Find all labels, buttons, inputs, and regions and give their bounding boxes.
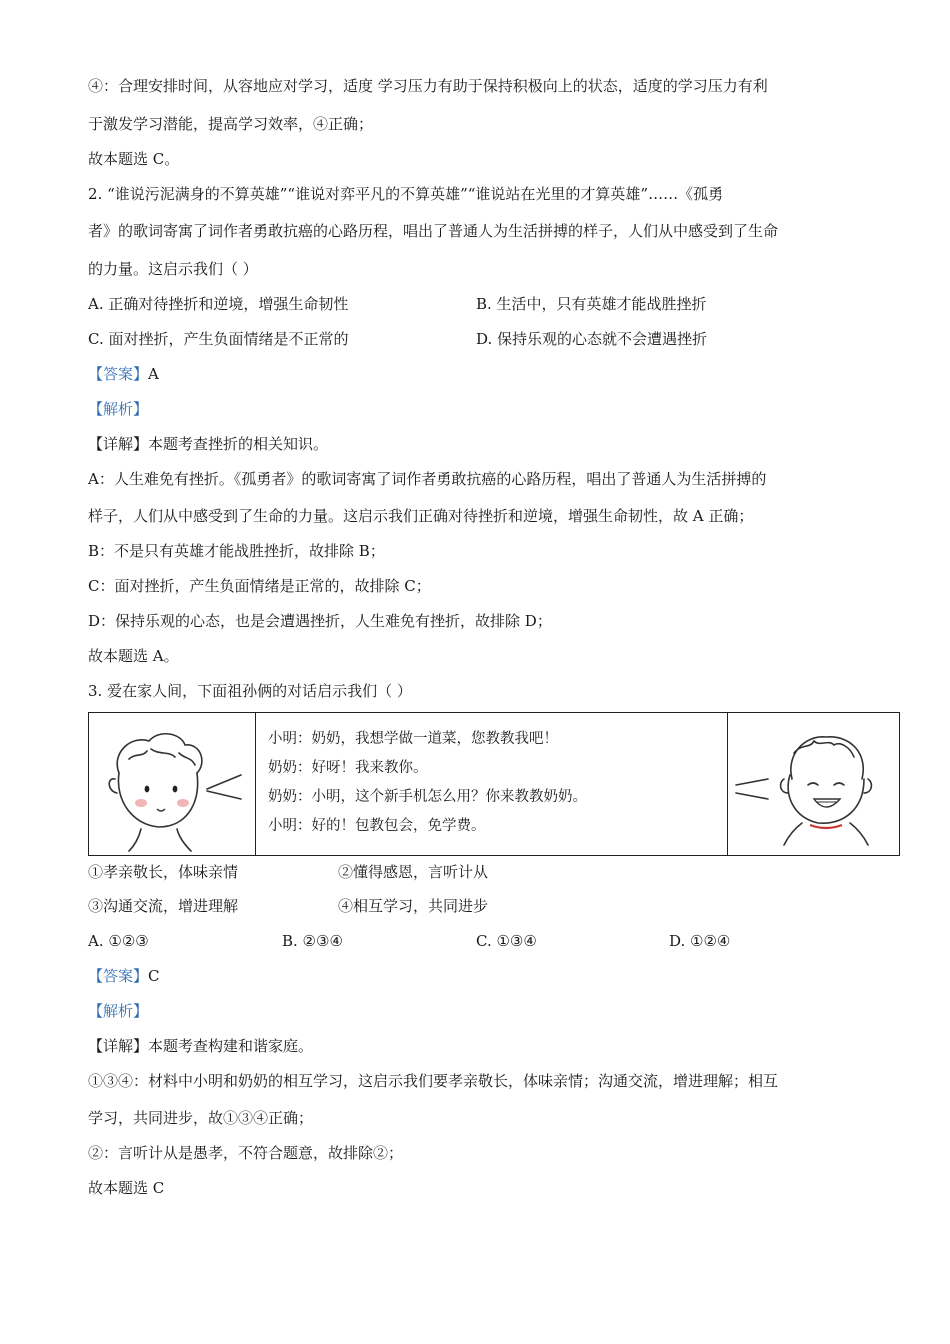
q2-stem-line-3: 的力量。这启示我们（ ） [88, 260, 258, 278]
q2-explanation-line: B：不是只有英雄才能战胜挫折，故排除 B； [88, 542, 385, 560]
q3-conclusion: 故本题选 C [88, 1179, 165, 1197]
q3-option-c: C. ①③④ [476, 932, 537, 950]
q2-option-a: A. 正确对待挫折和逆境，增强生命韧性 [88, 295, 349, 313]
grandma-illustration [728, 713, 899, 855]
q3-detail: 【详解】本题考查构建和谐家庭。 [88, 1037, 314, 1055]
q3-statement: ①孝亲敬长，体味亲情 [88, 863, 239, 881]
q2-explanation-line: D：保持乐观的心态，也是会遭遇挫折，人生难免有挫折，故排除 D； [88, 612, 552, 630]
dialogue-line: 奶奶：小明，这个新手机怎么用？你来教教奶奶。 [268, 789, 587, 805]
q2-answer [88, 364, 159, 384]
q3-explanation-line: 学习，共同进步，故①③④正确； [88, 1109, 314, 1127]
q3-explanation-line: ①③④：材料中小明和奶奶的相互学习，这启示我们要孝亲敬长，体味亲情；沟通交流，增进理解；相互 [88, 1072, 779, 1090]
q2-answer-tag: 【答案】 [88, 365, 149, 383]
q3-option-b: B. ②③④ [282, 932, 343, 950]
q2-analysis-tag: 【解析】 [88, 400, 149, 418]
q2-explanation-line: A：人生难免有挫折。《孤勇者》的歌词寄寓了词作者勇敢抗癌的心路历程，唱出了普通人为生活拼搏的 [88, 470, 767, 488]
q3-option-d: D. ①②④ [669, 932, 731, 950]
q2-explanation-line: C：面对挫折，产生负面情绪是正常的，故排除 C； [88, 577, 431, 595]
q2-explanation-line: 样子，人们从中感受到了生命的力量。这启示我们正确对待挫折和逆境，增强生命韧性，故 A 正确； [88, 507, 754, 525]
dialogue-line: 小明：好的！包教包会，免学费。 [268, 818, 486, 834]
q2-stem-line-1: 2. “谁说污泥满身的不算英雄”“谁说对弈平凡的不算英雄”“谁说站在光里的才算英雄”……《孤勇 [88, 185, 724, 203]
q3-analysis-tag: 【解析】 [88, 1002, 149, 1020]
q3-answer-value: C [148, 967, 160, 985]
q3-statement: ③沟通交流，增进理解 [88, 897, 239, 915]
q3-explanation-line: ②：言听计从是愚孝，不符合题意，故排除②； [88, 1144, 404, 1162]
q3-option-a: A. ①②③ [88, 932, 149, 950]
intro-line-1: ④：合理安排时间，从容地应对学习，适度 学习压力有助于保持积极向上的状态，适度的学习压力有利 [88, 77, 768, 95]
q2-option-b: B. 生活中，只有英雄才能战胜挫折 [476, 295, 707, 313]
q2-conclusion: 故本题选 A。 [88, 647, 179, 665]
intro-line-2: 于激发学习潜能，提高学习效率，④正确； [88, 115, 374, 133]
dialogue-line: 小明：奶奶，我想学做一道菜，您教教我吧！ [268, 731, 558, 747]
q2-option-d: D. 保持乐观的心态就不会遭遇挫折 [476, 330, 708, 348]
intro-conclusion: 故本题选 C。 [88, 150, 180, 168]
dialogue-cell [256, 713, 728, 855]
q3-answer-tag: 【答案】 [88, 967, 149, 985]
q3-statement: ②懂得感恩，言听计从 [338, 863, 489, 881]
q2-option-c: C. 面对挫折，产生负面情绪是不正常的 [88, 330, 349, 348]
dialogue-line: 奶奶：好呀！我来教你。 [268, 760, 428, 776]
q3-answer [88, 966, 160, 986]
q2-detail: 【详解】本题考查挫折的相关知识。 [88, 435, 329, 453]
q2-answer-value: A [148, 365, 159, 383]
q3-statement: ④相互学习，共同进步 [338, 897, 489, 915]
dialogue-table [88, 712, 900, 856]
boy-face-icon [89, 713, 256, 857]
q2-stem-line-2: 者》的歌词寄寓了词作者勇敢抗癌的心路历程，唱出了普通人为生活拼搏的样子，人们从中感受到了生命 [88, 222, 779, 240]
q3-stem: 3. 爱在家人间，下面祖孙俩的对话启示我们（ ） [88, 682, 412, 700]
grandma-face-icon [728, 713, 899, 855]
boy-illustration [89, 713, 256, 855]
